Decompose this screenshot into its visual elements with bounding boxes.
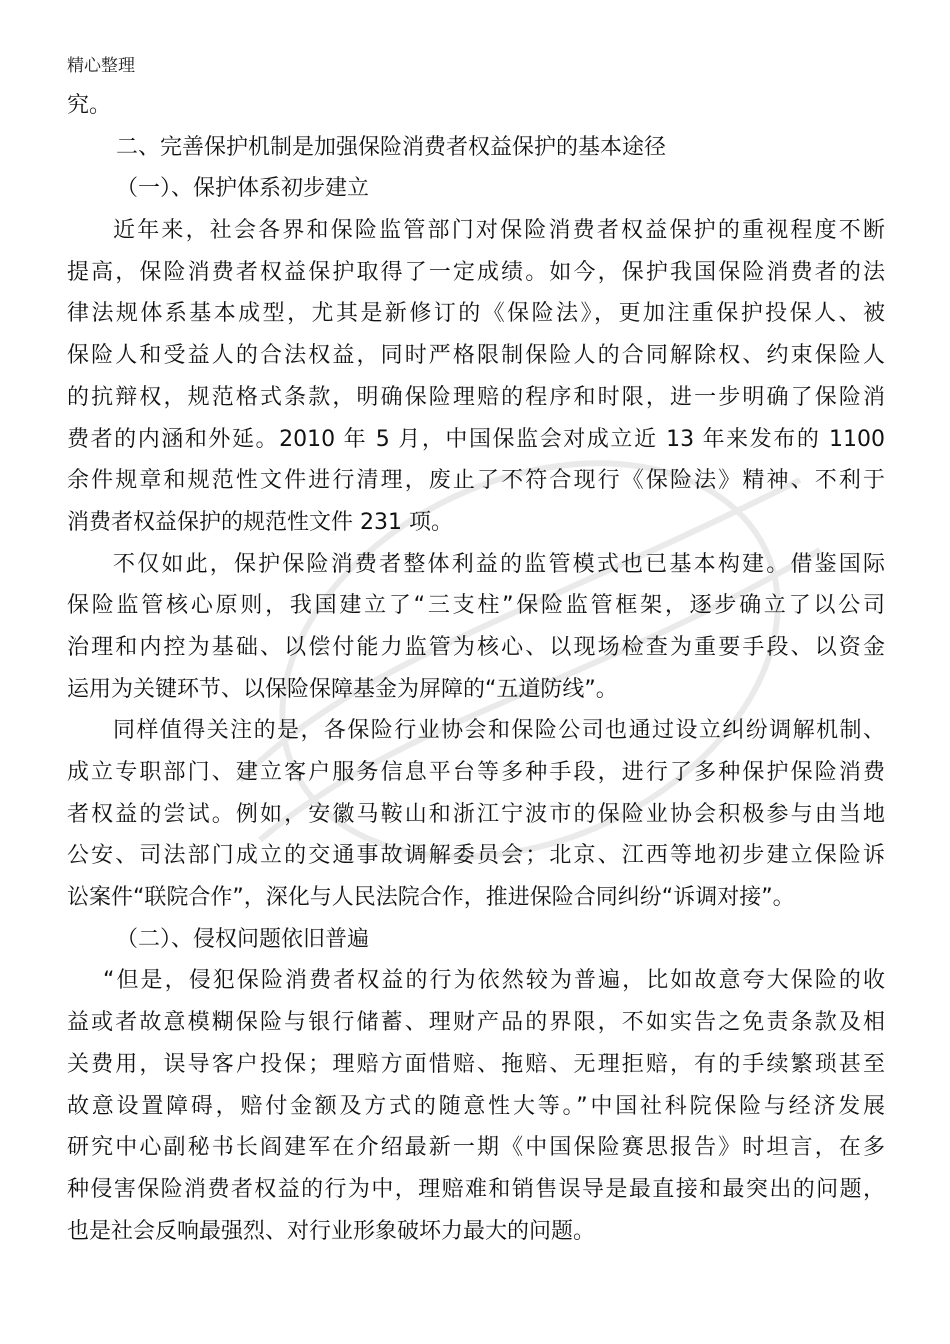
paragraph-line: 也是社会反响最强烈、对行业形象破坏力最大的问题。 bbox=[67, 1218, 596, 1244]
paragraph-line: 讼案件“联院合作”，深化与人民法院合作，推进保险合同纠纷“诉调对接”。 bbox=[67, 885, 795, 911]
paragraph-line: 不仅如此，保护保险消费者整体利益的监管模式也已基本构建。借鉴国际 bbox=[113, 551, 885, 577]
paragraph-line: 消费者权益保护的规范性文件 231 项。 bbox=[67, 509, 453, 535]
paragraph-line: 种侵害保险消费者权益的行为中，理赔难和销售误导是最直接和最突出的问题， bbox=[67, 1176, 885, 1202]
text-line: 究。 bbox=[67, 93, 112, 118]
paragraph-line: 费者的内涵和外延。2010 年 5 月，中国保监会对成立近 13 年来发布的 1100 bbox=[67, 426, 885, 452]
subsection-heading: （二）、侵权问题依旧普遍 bbox=[116, 926, 370, 952]
paragraph-line: 治理和内控为基础、以偿付能力监管为核心、以现场检查为重要手段、以资金 bbox=[67, 634, 885, 660]
paragraph-line: 研究中心副秘书长阎建军在介绍最新一期《中国保险赛思报告》时坦言，在多 bbox=[67, 1135, 885, 1161]
paragraph-line: 同样值得关注的是，各保险行业协会和保险公司也通过设立纠纷调解机制、 bbox=[113, 718, 885, 744]
paragraph-line: 提高，保险消费者权益保护取得了一定成绩。如今，保护我国保险消费者的法 bbox=[67, 259, 885, 285]
paragraph-line: 律法规体系基本成型，尤其是新修订的《保险法》，更加注重保护投保人、被 bbox=[67, 301, 885, 327]
paragraph-line: 公安、司法部门成立的交通事故调解委员会；北京、江西等地初步建立保险诉 bbox=[67, 843, 885, 869]
paragraph-line: 故意设置障碍，赔付金额及方式的随意性大等。”中国社科院保险与经济发展 bbox=[67, 1093, 885, 1119]
paragraph-line: 关费用，误导客户投保；理赔方面惜赔、拖赔、无理拒赔，有的手续繁琐甚至 bbox=[67, 1051, 885, 1077]
subsection-heading: （一）、保护体系初步建立 bbox=[116, 176, 370, 202]
paragraph-line: 运用为关键环节、以保险保障基金为屏障的“五道防线”。 bbox=[67, 676, 618, 702]
document-body bbox=[67, 85, 885, 1252]
paragraph-line: “但是，侵犯保险消费者权益的行为依然较为普遍，比如故意夸大保险的收 bbox=[103, 968, 885, 994]
paragraph-line: 者权益的尝试。例如，安徽马鞍山和浙江宁波市的保险业协会积极参与由当地 bbox=[67, 801, 885, 827]
paragraph-line: 益或者故意模糊保险与银行储蓄、理财产品的界限，不如实告之免责条款及相 bbox=[67, 1010, 885, 1036]
section-heading: 二、完善保护机制是加强保险消费者权益保护的基本途径 bbox=[116, 134, 667, 160]
paragraph-line: 成立专职部门、建立客户服务信息平台等多种手段，进行了多种保护保险消费 bbox=[67, 760, 885, 785]
paragraph-line: 近年来，社会各界和保险监管部门对保险消费者权益保护的重视程度不断 bbox=[113, 218, 885, 244]
paragraph-line: 余件规章和规范性文件进行清理，废止了不符合现行《保险法》精神、不利于 bbox=[67, 468, 885, 494]
header-note: 精心整理 bbox=[67, 56, 135, 76]
paragraph-line: 的抗辩权，规范格式条款，明确保险理赔的程序和时限，进一步明确了保险消 bbox=[67, 384, 885, 410]
paragraph-line: 保险人和受益人的合法权益，同时严格限制保险人的合同解除权、约束保险人 bbox=[67, 343, 885, 369]
paragraph-line: 保险监管核心原则，我国建立了“三支柱”保险监管框架，逐步确立了以公司 bbox=[67, 593, 885, 619]
